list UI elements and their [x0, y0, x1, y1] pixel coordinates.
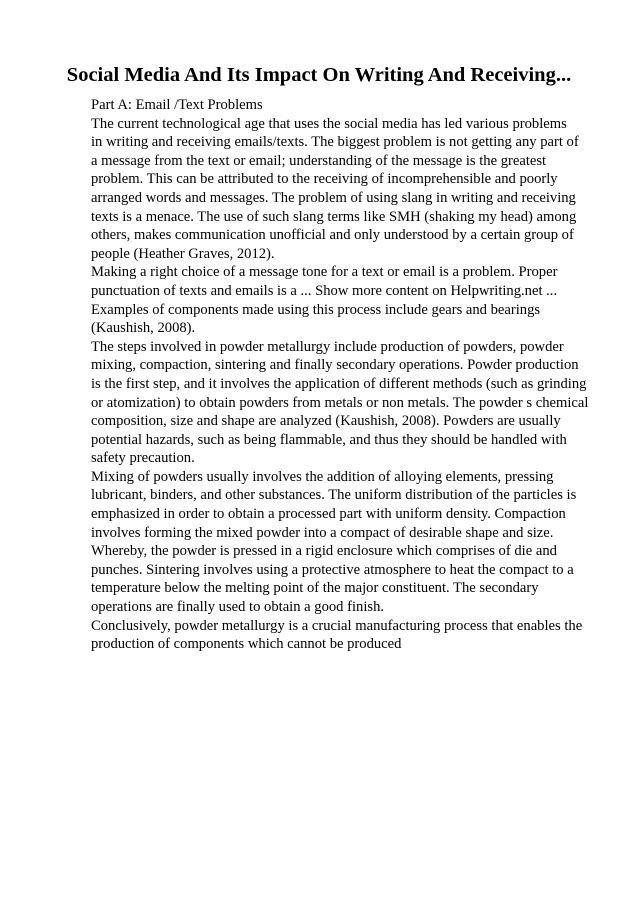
body-line: people (Heather Graves, 2012).	[91, 245, 275, 262]
body-line: (Kaushish, 2008).	[91, 320, 196, 337]
body-line: involves forming the mixed powder into a compact of desirable shape and size.	[91, 524, 554, 541]
body-line: composition, size and shape are analyzed (Kaushish, 2008). Powders are usually	[91, 413, 561, 430]
body-line: Part A: Email /Text Problems	[91, 97, 263, 113]
body-line: safety precaution.	[91, 450, 195, 467]
document-title: Social Media And Its Impact On Writing And Receiving...	[66, 64, 572, 86]
body-line: lubricant, binders, and other substances. The uniform distribution of the particles is	[91, 487, 577, 504]
body-line: production of components which cannot be produced	[91, 636, 402, 653]
body-line: temperature below the melting point of the major constituent. The secondary	[91, 580, 539, 597]
body-line: punctuation of texts and emails is a ... Show more content on Helpwriting.net ...	[91, 282, 558, 299]
body-line: texts is a menace. The use of such slang terms like SMH (shaking my head) among	[91, 208, 577, 225]
body-line: a message from the text or email; understanding of the message is the greatest	[91, 152, 547, 169]
body-line: in writing and receiving emails/texts. The biggest problem is not getting any part of	[91, 134, 579, 151]
body-line: others, makes communication unofficial and only understood by a certain group of	[91, 227, 574, 244]
body-line: problem. This can be attributed to the receiving of incomprehensible and poorly	[91, 171, 558, 188]
body-line: The current technological age that uses the social media has led various problems	[91, 115, 567, 132]
body-line: Mixing of powders usually involves the addition of alloying elements, pressing	[91, 468, 554, 485]
body-line: operations are finally used to obtain a good finish.	[91, 599, 385, 616]
body-line: potential hazards, such as being flammable, and thus they should be handled with	[91, 431, 567, 448]
body-line: emphasized in order to obtain a processed part with uniform density. Compaction	[91, 506, 566, 523]
document-body	[91, 96, 591, 654]
body-line: Examples of components made using this process include gears and bearings	[91, 301, 541, 318]
body-line: mixing, compaction, sintering and finally secondary operations. Powder production	[91, 357, 579, 374]
body-line: punches. Sintering involves using a protective atmosphere to heat the compact to a	[91, 561, 574, 578]
body-line: Making a right choice of a message tone for a text or email is a problem. Proper	[91, 264, 558, 281]
body-line: Conclusively, powder metallurgy is a crucial manufacturing process that enables the	[91, 617, 583, 634]
body-line: arranged words and messages. The problem of using slang in writing and receiving	[91, 189, 576, 206]
body-line: is the first step, and it involves the application of different methods (such as grinding	[91, 375, 587, 392]
body-line: The steps involved in powder metallurgy include production of powders, powder	[91, 338, 564, 355]
body-line: Whereby, the powder is pressed in a rigid enclosure which comprises of die and	[91, 543, 557, 560]
body-line: or atomization) to obtain powders from metals or non metals. The powder s chemical	[91, 394, 589, 411]
